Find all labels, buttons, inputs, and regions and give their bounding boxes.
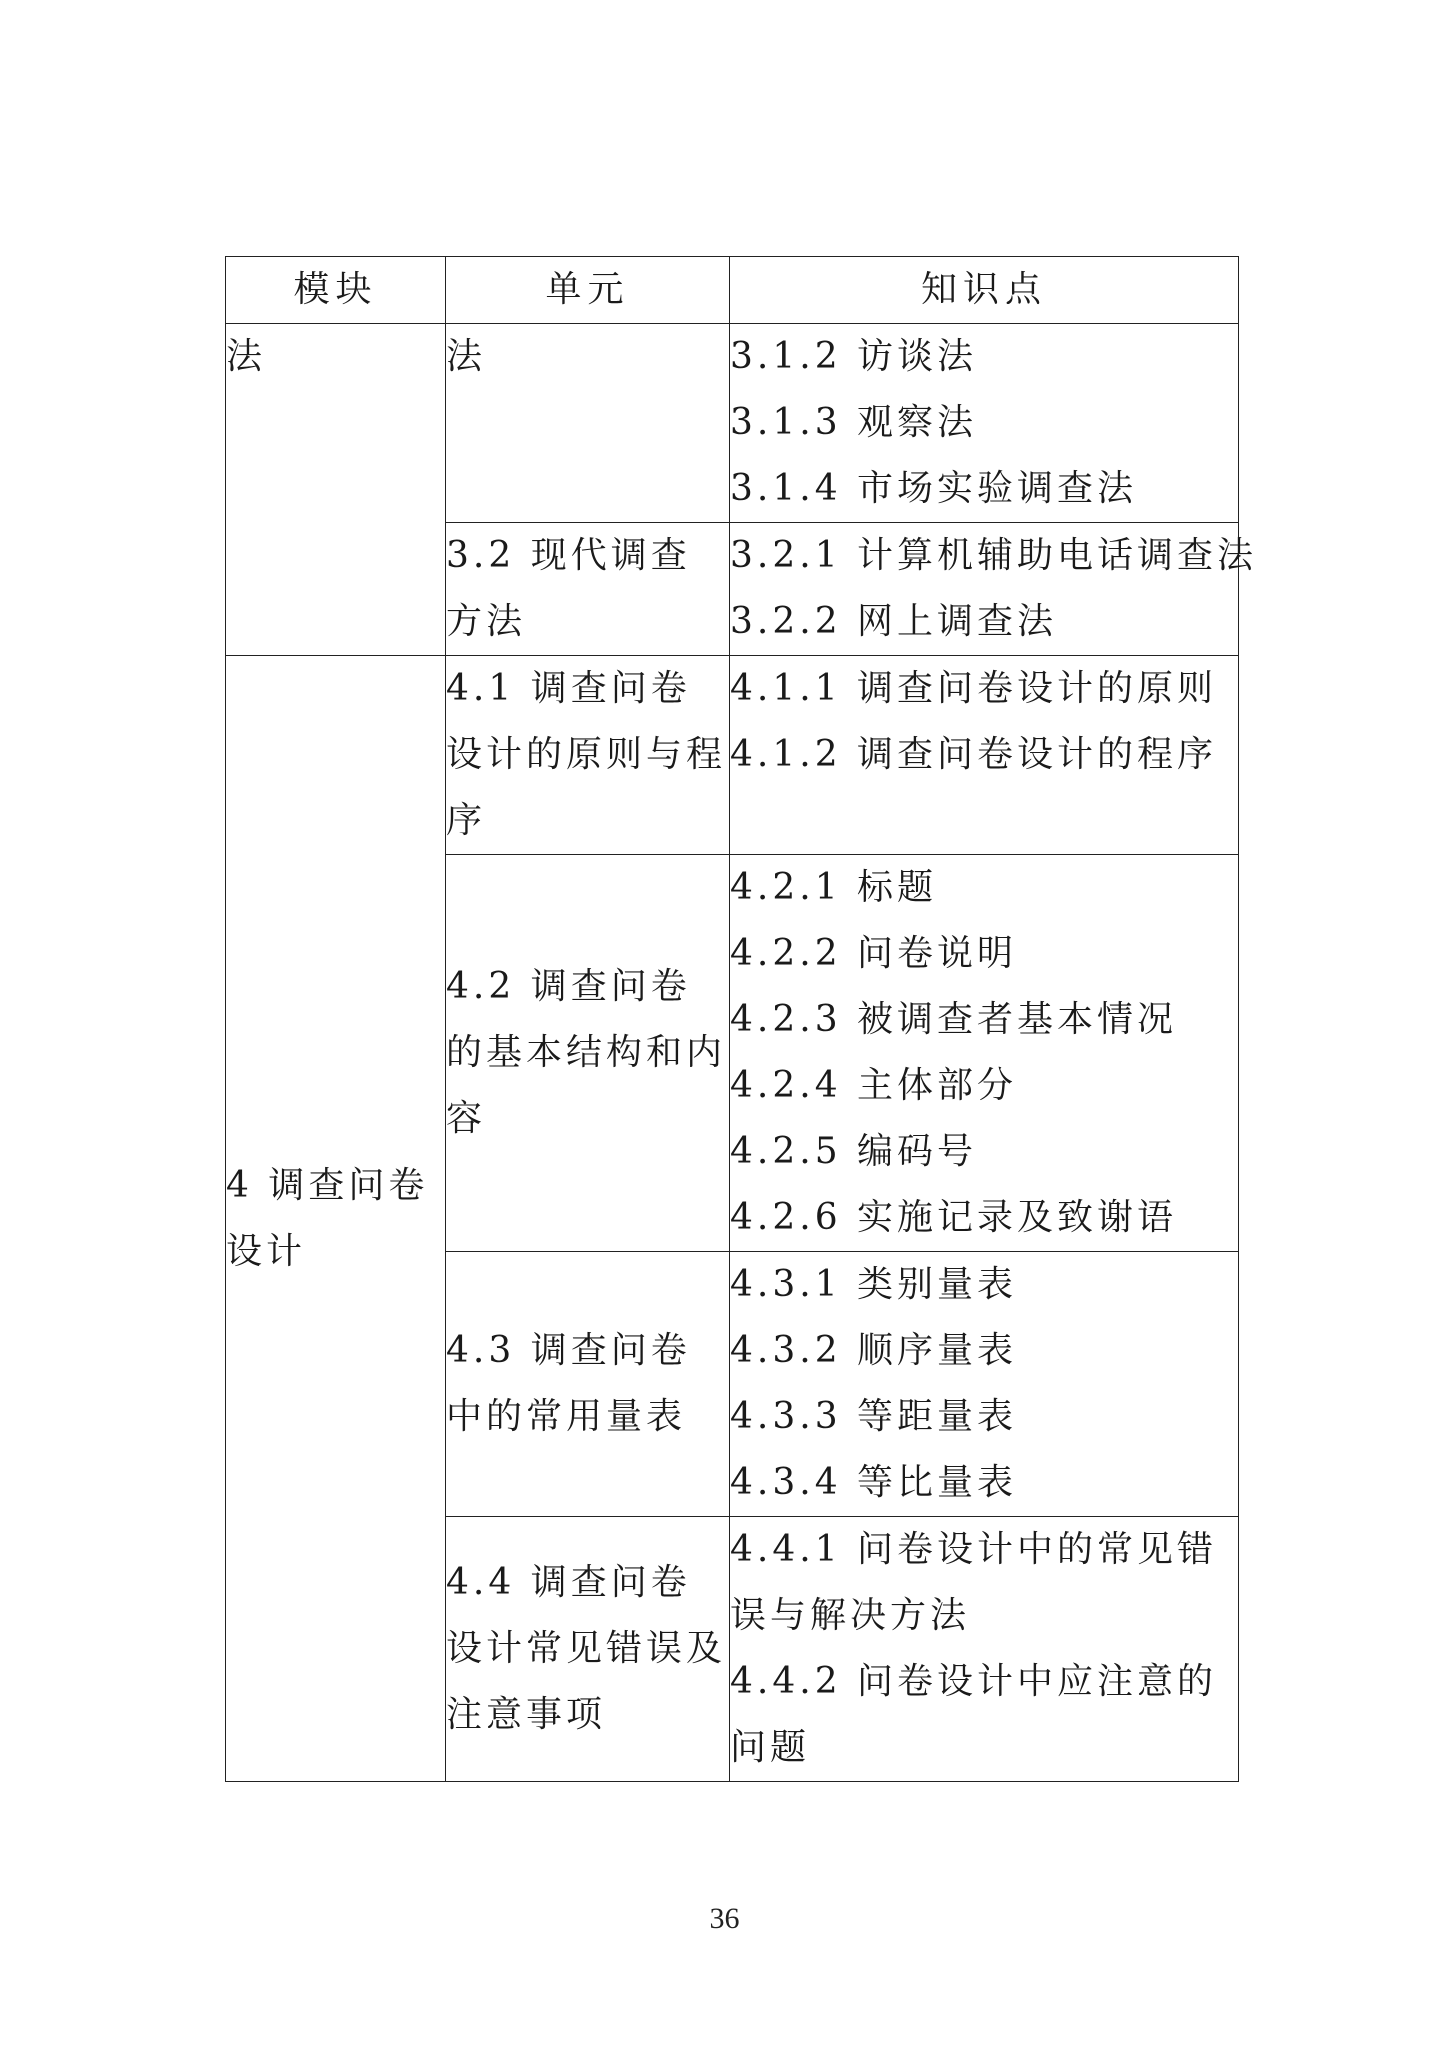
knowledge-cell: [730, 1517, 1239, 1782]
knowledge-point: 3.1.2 访谈法: [730, 336, 978, 377]
knowledge-point: 4.2.2 问卷说明: [730, 933, 1018, 974]
knowledge-cell: [730, 855, 1239, 1252]
unit-label: 4.1 调查问卷设计的原则与程序: [446, 668, 727, 841]
unit-cell: [446, 1517, 730, 1782]
knowledge-point: 4.3.4 等比量表: [730, 1462, 1018, 1503]
table-header-row: [226, 257, 1239, 324]
knowledge-point: 4.4.1 问卷设计中的常见错误与解决方法: [730, 1529, 1218, 1636]
knowledge-point: 4.2.1 标题: [730, 867, 938, 908]
knowledge-cell: [730, 656, 1239, 855]
knowledge-point: 4.2.5 编码号: [730, 1131, 978, 1172]
unit-label: 3.2 现代调查方法: [446, 535, 691, 642]
knowledge-point: 4.2.6 实施记录及致谢语: [730, 1197, 1178, 1238]
knowledge-cell: [730, 1252, 1239, 1517]
header-unit: 单元: [446, 257, 730, 324]
knowledge-point: 3.2.1 计算机辅助电话调查法: [730, 535, 1258, 576]
knowledge-point: 3.1.4 市场实验调查法: [730, 468, 1138, 509]
table-row: [226, 656, 1239, 855]
knowledge-point: 4.3.1 类别量表: [730, 1264, 1018, 1305]
knowledge-point: 4.3.3 等距量表: [730, 1396, 1018, 1437]
knowledge-point: 3.1.3 观察法: [730, 402, 978, 443]
knowledge-point: 4.2.3 被调查者基本情况: [730, 999, 1178, 1040]
unit-cell: [446, 656, 730, 855]
unit-cell: [446, 523, 730, 656]
outline-table: [225, 256, 1258, 1782]
unit-label: 4.2 调查问卷的基本结构和内容: [446, 966, 727, 1139]
knowledge-point: 4.3.2 顺序量表: [730, 1330, 1018, 1371]
module-label: 4 调查问卷设计: [226, 1164, 429, 1272]
unit-cell: [446, 855, 730, 1252]
unit-label: 法: [446, 336, 487, 377]
knowledge-cell: [730, 324, 1239, 523]
module-label: 法: [226, 336, 267, 377]
unit-label: 4.3 调查问卷中的常用量表: [446, 1330, 691, 1437]
knowledge-point: 3.2.2 网上调查法: [730, 601, 1058, 642]
page-number: 36: [709, 1902, 740, 1935]
header-module: 模块: [226, 257, 446, 324]
knowledge-point: 4.4.2 问卷设计中应注意的问题: [730, 1661, 1218, 1768]
header-knowledge: 知识点: [730, 257, 1239, 324]
knowledge-point: 4.2.4 主体部分: [730, 1065, 1018, 1106]
table-row: [226, 324, 1239, 523]
module-cell: [226, 324, 446, 656]
unit-cell: [446, 324, 730, 523]
module-cell: [226, 656, 446, 1782]
knowledge-point: 4.1.2 调查问卷设计的程序: [730, 734, 1218, 775]
unit-cell: [446, 1252, 730, 1517]
unit-label: 4.4 调查问卷设计常见错误及注意事项: [446, 1562, 727, 1735]
knowledge-cell: [730, 523, 1258, 656]
knowledge-point: 4.1.1 调查问卷设计的原则: [730, 668, 1218, 709]
